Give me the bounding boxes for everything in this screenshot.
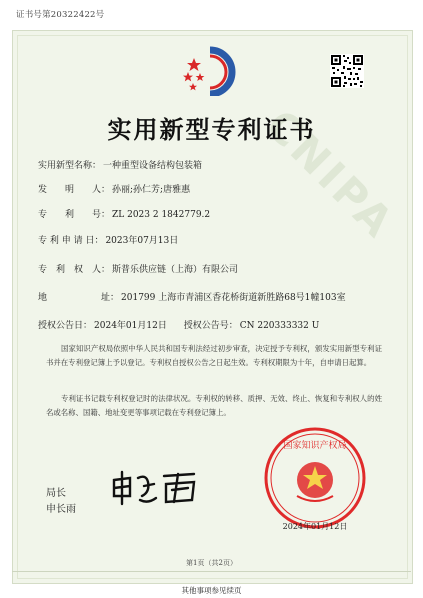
grant-date-label: 授权公告日： (38, 321, 93, 331)
field-label: 专 利 申 请 日： (38, 236, 104, 246)
footer-divider (12, 571, 411, 572)
signature-name: 申长雨 (46, 504, 76, 515)
signature-title: 局长 (46, 488, 66, 499)
field-label: 专 利 号： (38, 210, 111, 220)
field-patent-number (38, 207, 210, 220)
page-number: 第1页（共2页） (186, 559, 237, 567)
grant-date-value: 2024年01月12日 (94, 321, 167, 331)
legal-status-paragraph: 专利证书记载专利权登记时的法律状况。专利权的转移、质押、无效、终止、恢复和专利权人的姓名或名称、国籍、地址变更等事项记载在专利登记簿上。 (46, 394, 382, 417)
certificate-title: 实用新型专利证书 (107, 115, 316, 144)
grant-pub-value: CN 220333332 U (239, 321, 320, 331)
grant-statement-paragraph: 国家知识产权局依照中华人民共和国专利法经过初步审查，决定授予专利权，颁发实用新型专利证书并在专利登记簿上予以登记。专利权自授权公告之日起生效。专利权期限为十年，自申请日起算。 (46, 344, 382, 367)
field-address (38, 290, 346, 303)
seal-date: 2024年01月12日 (282, 522, 348, 531)
field-label: 发 明 人： (38, 185, 111, 195)
field-value: 孙丽;孙仁芳;唐雅惠 (112, 185, 191, 195)
svg-text:国家知识产权局: 国家知识产权局 (283, 441, 347, 451)
qr-code-icon (330, 54, 364, 88)
field-label: 专 利 权 人： (38, 265, 111, 275)
field-value: 201799 上海市青浦区香花桥街道新胜路68号1幢103室 (121, 293, 346, 303)
official-seal-icon (263, 426, 367, 530)
grant-pub-label: 授权公告号： (183, 321, 238, 331)
certificate-number: 证书号第20322422号 (16, 10, 105, 20)
cnipa-watermark: CNIPA (256, 100, 405, 249)
continuation-note: 其他事项参见续页 (181, 586, 242, 595)
field-value: 2023年07月13日 (105, 236, 179, 246)
field-application-date (38, 233, 178, 246)
field-label: 地 址： (38, 293, 120, 303)
field-value: ZL 2023 2 1842779.2 (112, 210, 211, 220)
cnipa-logo-icon (180, 46, 242, 96)
field-value: 一种重型设备结构包装箱 (103, 161, 203, 171)
field-patentee (38, 262, 238, 275)
field-utility-model-name (38, 158, 202, 171)
field-grant-info (38, 318, 319, 331)
field-value: 斯普乐供应链（上海）有限公司 (112, 265, 239, 275)
field-inventors (38, 182, 190, 195)
handwritten-signature-icon (108, 466, 200, 508)
field-label: 实用新型名称： (38, 161, 102, 171)
